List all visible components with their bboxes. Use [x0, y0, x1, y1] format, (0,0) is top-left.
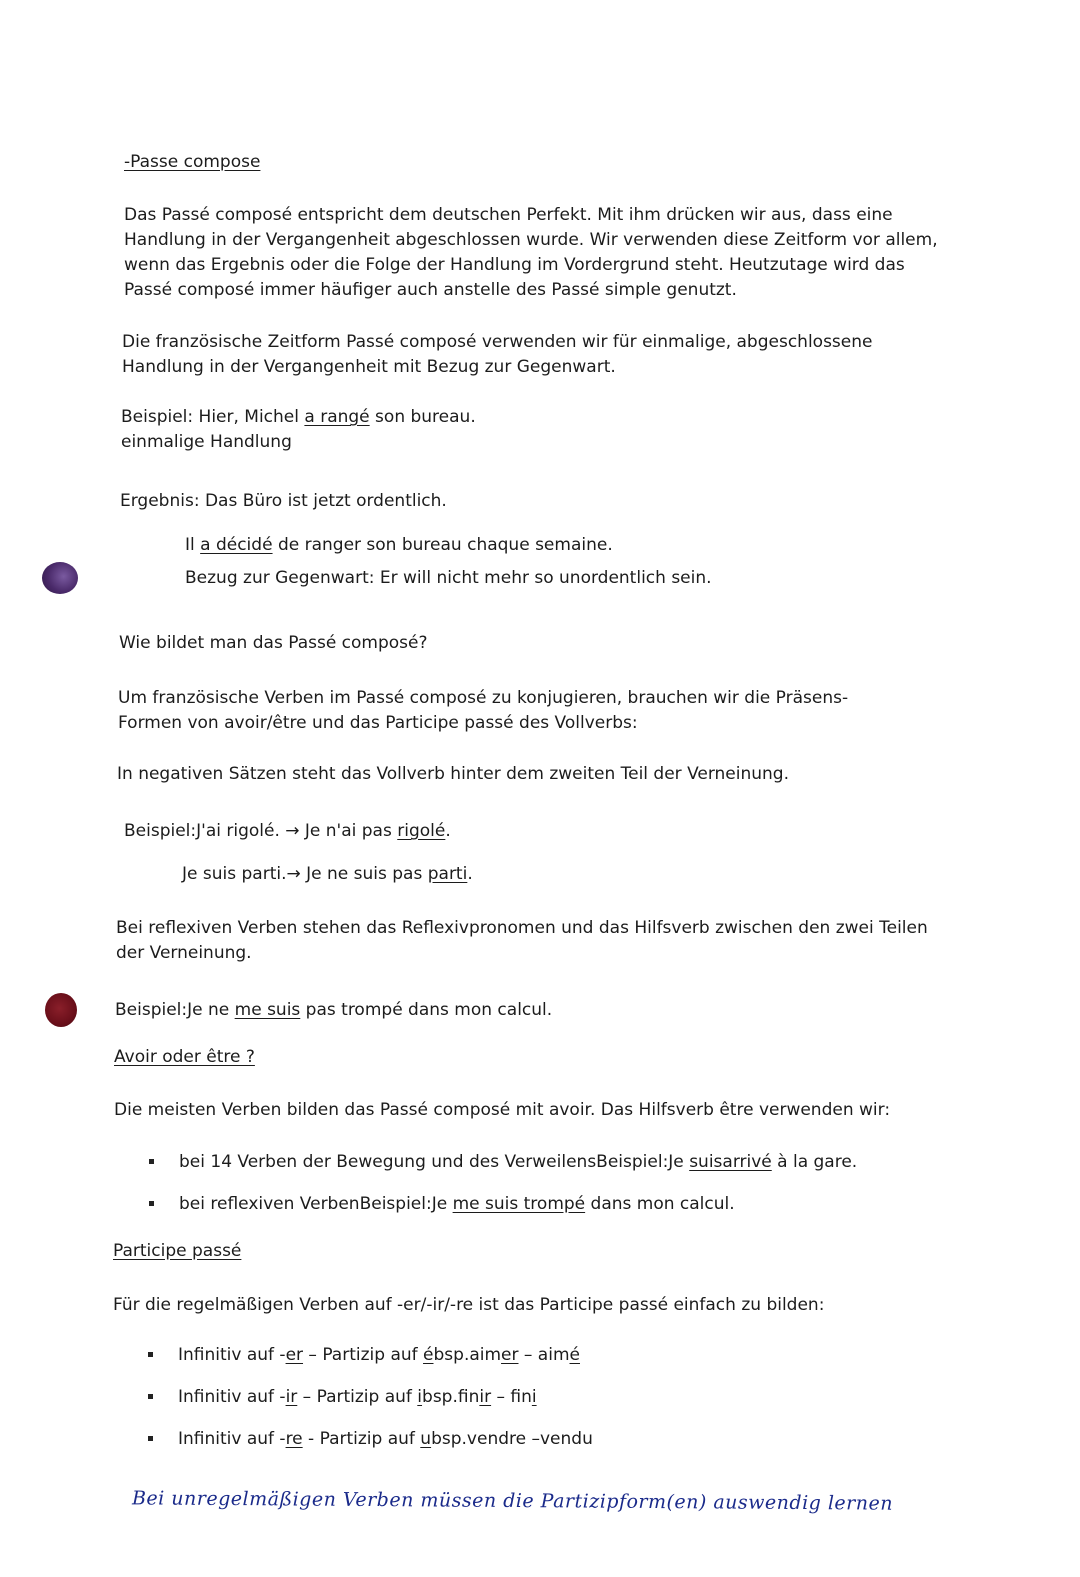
bullet-marker: [148, 1394, 153, 1399]
ending: re: [285, 1429, 303, 1449]
etre-bullet-2-verb: me suis trompé: [452, 1194, 586, 1214]
heading-participe-passe: Participe passé: [113, 1241, 242, 1261]
negation-example-1: [124, 819, 451, 843]
negation-example-2-prefix: Je suis parti.→ Je ne suis pas: [182, 864, 428, 884]
negation-example-2: [182, 862, 473, 886]
etre-bullet-2-suffix: dans mon calcul.: [585, 1194, 735, 1214]
bullet-marker: [149, 1159, 154, 1164]
text-part: Infinitiv auf -: [178, 1429, 286, 1449]
example-2-verb: a décidé: [200, 535, 273, 555]
reflexive-example-prefix: Beispiel:Je ne: [115, 1000, 235, 1020]
example-1-note: einmalige Handlung: [121, 432, 292, 452]
example-2-prefix: Il: [185, 535, 201, 555]
ending: ir: [285, 1387, 298, 1407]
intro-paragraph-1: Das Passé composé entspricht dem deutschen Perfekt. Mit ihm drücken wir aus, dass eine Handlung in der Vergangenheit abgeschlossen wurde. Wir verwenden diese Zeitform vor allem, wenn das Ergebnis oder die Folge der Handlung im Vordergrund steht. Heutzutage wird das Passé composé immer häufiger auch anstelle des Passé simple genutzt.: [124, 205, 938, 300]
text-part: – Partizip auf: [297, 1387, 418, 1407]
ending: é: [569, 1345, 580, 1365]
example-2: [185, 533, 613, 557]
negation-example-2-suffix: .: [467, 864, 473, 884]
etre-bullet-2-prefix: bei reflexiven VerbenBeispiel:Je: [179, 1194, 453, 1214]
formation-question: Wie bildet man das Passé composé?: [119, 633, 428, 653]
ending: é: [423, 1345, 434, 1365]
result-line: Ergebnis: Das Büro ist jetzt ordentlich.: [120, 491, 447, 511]
text-part: bsp.aim: [433, 1345, 502, 1365]
heading-avoir-etre: Avoir oder être ?: [114, 1047, 255, 1067]
etre-bullet-1-suffix: à la gare.: [771, 1152, 858, 1172]
text-part: Infinitiv auf -: [178, 1387, 286, 1407]
text-part: bsp.vendre –vendu: [431, 1429, 593, 1449]
text-part: bsp.fin: [422, 1387, 480, 1407]
example-1: [121, 405, 476, 429]
negation-example-1-prefix: Beispiel:J'ai rigolé. → Je n'ai pas: [124, 821, 398, 841]
example-1-verb: a rangé: [304, 407, 370, 427]
negation-example-2-verb: parti: [427, 864, 468, 884]
etre-bullet-2: [179, 1192, 735, 1216]
ending: ir: [479, 1387, 492, 1407]
example-2-suffix: de ranger son bureau chaque semaine.: [272, 535, 613, 555]
negation-example-1-suffix: .: [445, 821, 451, 841]
bullet-marker: [148, 1352, 153, 1357]
participe-bullet-er: [178, 1343, 580, 1367]
text-part: Infinitiv auf -: [178, 1345, 286, 1365]
negation-rule: In negativen Sätzen steht das Vollverb hinter dem zweiten Teil der Verneinung.: [117, 764, 790, 784]
ending: u: [420, 1429, 432, 1449]
etre-bullet-1-verb: suisarrivé: [689, 1152, 772, 1172]
participe-bullet-ir: [178, 1385, 537, 1409]
etre-bullet-1-prefix: bei 14 Verben der Bewegung und des VerweilensBeispiel:Je: [179, 1152, 690, 1172]
participe-intro: Für die regelmäßigen Verben auf -er/-ir/-re ist das Participe passé einfach zu bilden:: [113, 1295, 825, 1315]
reflexive-example-suffix: pas trompé dans mon calcul.: [300, 1000, 553, 1020]
reflexive-example-verb: me suis: [234, 1000, 301, 1020]
example-1-suffix: son bureau.: [369, 407, 476, 427]
negation-example-1-verb: rigolé: [397, 821, 446, 841]
avoir-intro: Die meisten Verben bilden das Passé composé mit avoir. Das Hilfsverb être verwenden wir:: [114, 1100, 891, 1120]
example-1-prefix: Beispiel: Hier, Michel: [121, 407, 305, 427]
text-part: – Partizip auf: [303, 1345, 424, 1365]
bullet-marker: [148, 1436, 153, 1441]
reflexive-rule: Bei reflexiven Verben stehen das Reflexivpronomen und das Hilfsverb zwischen den zwei Teilen der Verneinung.: [116, 918, 928, 963]
text-part: – fin: [491, 1387, 532, 1407]
ending: er: [501, 1345, 519, 1365]
text-part: – aim: [518, 1345, 570, 1365]
ending: i: [531, 1387, 537, 1407]
page-title: -Passe compose: [124, 152, 261, 172]
handwritten-note: Bei unregelmäßigen Verben müssen die Partizipform(en) auswendig lernen: [131, 1487, 894, 1515]
reflexive-example: [115, 998, 552, 1022]
ending: er: [285, 1345, 304, 1365]
ending: i: [417, 1387, 423, 1407]
formation-paragraph: Um französische Verben im Passé composé zu konjugieren, brauchen wir die Präsens-Formen von avoir/être und das Participe passé des Vollverbs:: [118, 688, 849, 733]
bullet-marker: [149, 1201, 154, 1206]
example-2-note: Bezug zur Gegenwart: Er will nicht mehr so unordentlich sein.: [185, 568, 712, 588]
text-part: - Partizip auf: [302, 1429, 421, 1449]
etre-bullet-1: [179, 1150, 857, 1174]
punch-hole-marker: [45, 993, 77, 1027]
intro-paragraph-2: Die französische Zeitform Passé composé verwenden wir für einmalige, abgeschlossene Handlung in der Vergangenheit mit Bezug zur Gegenwart.: [122, 332, 873, 377]
participe-bullet-re: [178, 1427, 593, 1451]
punch-hole-marker: [42, 562, 78, 594]
